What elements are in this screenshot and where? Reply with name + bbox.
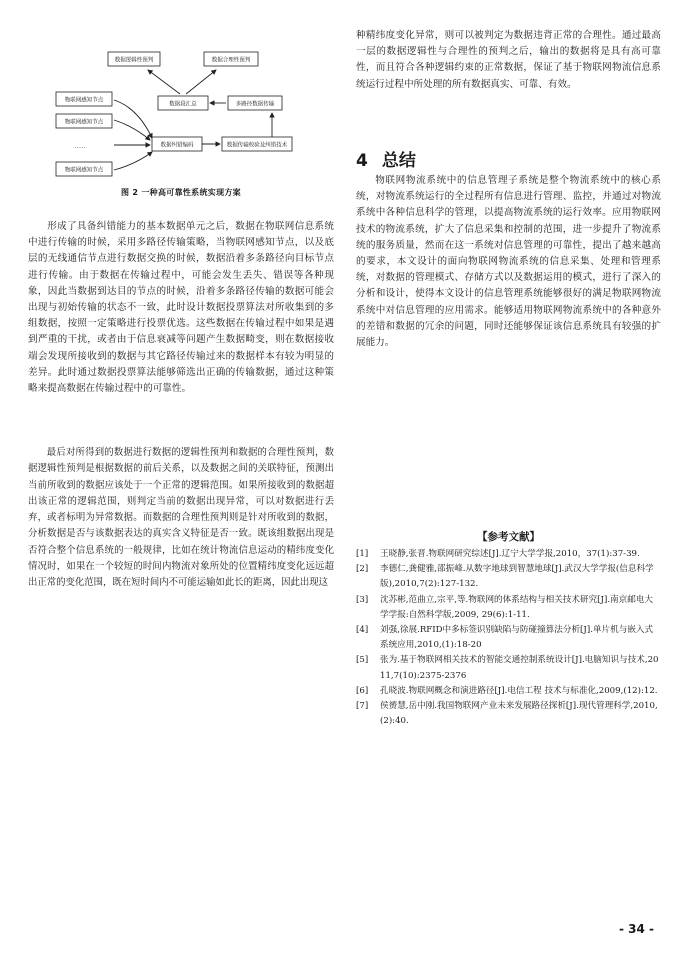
reference-item [356,699,661,729]
system-diagram [28,38,334,188]
reference-text: 刘强,徐展.RFID中多标签识别缺陷与防碰撞算法分析[J].单片机与嵌入式系统应用,2010,(1):18-20 [380,625,654,651]
box-rationality: 数据合理性预判 [211,57,251,64]
figure-caption: 图 2 一种高可靠性系统实现方案 [121,188,241,197]
reference-item [356,562,661,592]
reference-item [356,547,661,562]
reference-number: [1] [356,549,369,559]
box-encode: 数据纠错编码 [160,142,194,149]
reference-text: 李德仁,龚健雅,邵振峰.从数字地球到智慧地球[J].武汉大学学报(信息科学版),2010,7(2):127-132. [380,564,654,590]
box-node-ellipsis: …… [74,144,86,150]
box-fusion: 数据段汇总 [169,101,197,108]
reference-text: 张为.基于物联网相关技术的智能交通控制系统设计[J].电脑知识与技术,2011,7(10):2375-2376 [380,655,659,681]
reference-number: [5] [356,655,369,666]
right-continued-paragraph: 种精纬度变化异常，则可以被判定为数据违背正常的合理性。通过最高一层的数据逻辑性与合理性的预判之后，输出的数据将是具有高可靠性，而且符合各种逻辑约束的正常数据，保证了基于物联网物流信息系统运行过程中所处理的所有数据真实、可靠、有效。 [356,30,661,90]
reference-text: 侯赟慧,岳中刚.我国物联网产业未来发展路径探析[J].现代管理科学,2010,(2):40. [380,701,658,727]
references-heading: 【参考文献】 [477,531,540,543]
section-heading [356,146,416,171]
reference-text: 沈苏彬,范曲立,宗平,等.物联网的体系结构与相关技术研究[J].南京邮电大学学报:自然科学版,2009, 29(6):1-11. [380,594,654,620]
reference-text: 王晓静,张晋.物联网研究综述[J].辽宁大学学报,2010，37(1):37-39. [380,549,640,559]
reference-item [356,653,661,683]
reference-number: [3] [356,594,369,605]
box-multipath: 多路径数据传输 [235,101,275,108]
reference-item [356,623,661,653]
section-title: 总结 [381,151,416,171]
left-paragraph-2: 最后对所得到的数据进行数据的逻辑性预判和数据的合理性预判，数据逻辑性预判是根据数据的前后关系，以及数据之间的关联特征，预测出当前所收到的数据应该处于一个正常的逻辑范围。如果所接收到的数据超出该正常的逻辑范围，则判定当前的数据出现异常，可以对数据进行丢弃，或者标明为异常数据。而数据的合理性预判则是针对所收到的数据，分析数据是否与该数据表达的真实含义特征是否一致。既该组数据出现是否符合整个信息系统的一般规律，比如在统计物流信息运动的精纬度变化情况时，如果在一个较短的时间内物流对象所处的位置精纬度变化远远超出正常的变化范围，既在短时间内不可能运输如此长的距离，因此出现这 [28,447,334,589]
reference-number: [4] [356,625,369,636]
box-transmit: 数据传输校验及纠错技术 [226,142,288,149]
reference-number: [6] [356,685,369,696]
box-node-2: 物联网感知节点 [64,119,104,126]
page-number: - 34 - [618,922,654,936]
reference-list [356,547,661,729]
box-node-1: 物联网感知节点 [64,97,104,104]
section-number: 4 [356,151,368,171]
box-logic: 数据逻辑性预判 [114,57,154,64]
reference-number: [7] [356,701,369,712]
reference-text: 孔晓波.物联网概念和演进路径[J].电信工程 技术与标准化,2009,(12):12. [380,685,658,696]
summary-paragraph: 物联网物流系统中的信息管理子系统是整个物流系统中的核心系统，对物流系统运行的全过程所有信息进行管理、监控，并通过对物流系统中各种信息科学的管理，以提高物流系统的运行效率。应用物联网技术的物流系统，扩大了信息采集和控制的范围，进一步提升了物流系统的服务质量，然而在这一系统对信息管理的可靠性，提出了越来越高的要求，本文设计的面向物联网物流系统的信息采集、处理和管理系统，对数据的管理模式、存储方式以及数据运用的模式，进行了深入的分析和设计，使得本文设计的信息管理系统能够很好的满足物联网物流系统中对信息管理的应用需求。能够适用物联网物流系统中的各种意外的差错和数据的冗余的问题，同时还能够保证该信息系统具有较强的扩展能力。 [356,175,661,349]
reference-number: [2] [356,564,369,575]
left-paragraph-1: 形成了具备纠错能力的基本数据单元之后，数据在物联网信息系统中进行传输的时候，采用多路径传输策略，当物联网感知节点，以及底层的无线通信节点进行数据交换的时候，数据沿着多条路径向目标节点进行传输。由于数据在传输过程中，可能会发生丢失、错误等各种现象，因此当数据到达目的节点的时候，沿着多条路径传输的数据可能会出现与初始传输的状态不一致，此时设计数据投票算法对所收集到的多组数据，按照一定策略进行投票优选。这些数据在传输过程中如果是遇到严重的干扰，或者由于信息衰减等问题产生数据畸变，则在数据接收端会发现所接收到的数据与其它路径传输过来的数据样本有较为明显的差异。此时通过数据投票算法能够筛选出正确的传输数据，通过这种策略来提高数据在传输过程中的可靠性。 [28,221,334,395]
reference-item [356,684,661,699]
reference-item [356,593,661,623]
box-node-n: 物联网感知节点 [64,167,104,174]
